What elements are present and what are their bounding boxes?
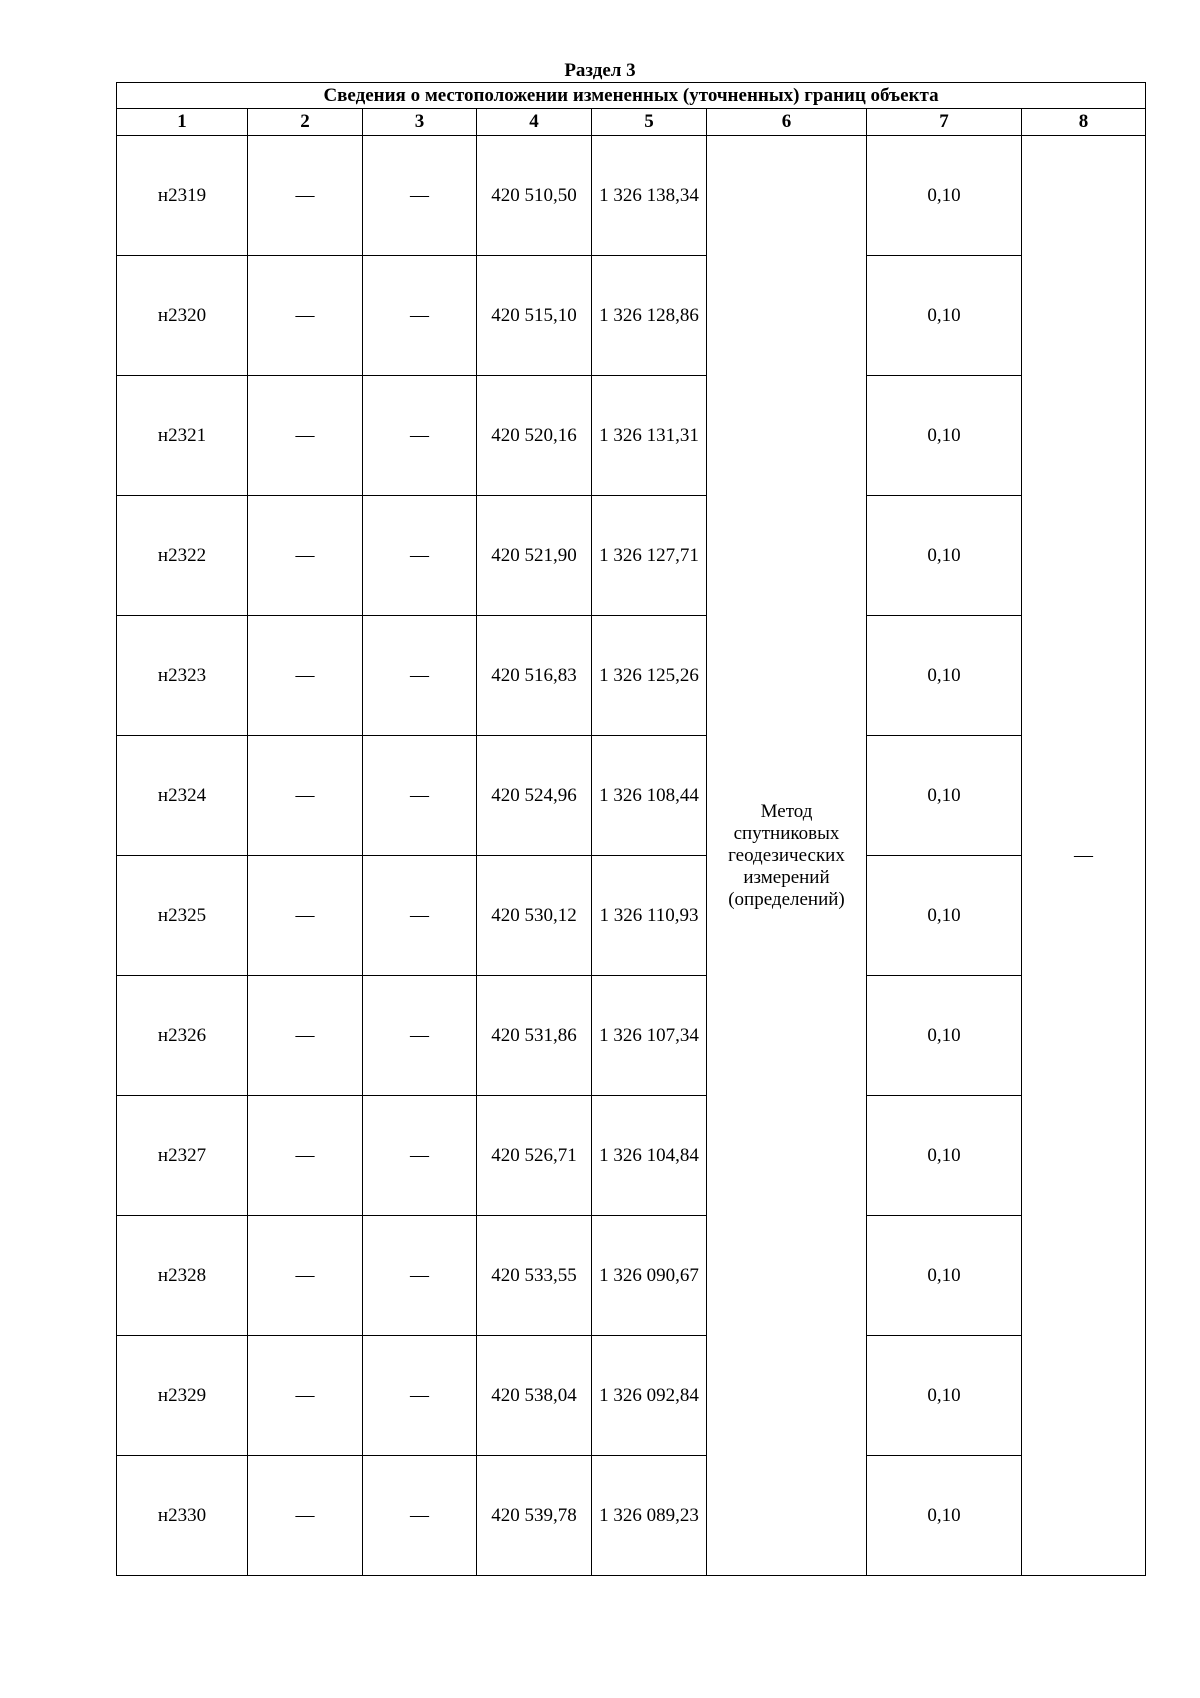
column-3-cell: — — [363, 1216, 477, 1336]
column-2-cell: — — [248, 1336, 363, 1456]
accuracy-cell: 0,10 — [867, 856, 1022, 976]
column-3-cell: — — [363, 856, 477, 976]
table-row — [117, 1336, 1146, 1456]
x-coordinate-cell: 420 539,78 — [477, 1456, 592, 1576]
table-row — [117, 976, 1146, 1096]
y-coordinate-cell: 1 326 138,34 — [592, 136, 707, 256]
method-line: спутниковых — [733, 822, 840, 844]
table-row — [117, 1216, 1146, 1336]
y-coordinate-cell: 1 326 127,71 — [592, 496, 707, 616]
method-line: геодезических — [728, 844, 845, 866]
column-2-cell: — — [248, 496, 363, 616]
column-3-cell: — — [363, 1456, 477, 1576]
y-coordinate-cell: 1 326 131,31 — [592, 376, 707, 496]
column-number: 7 — [867, 109, 1022, 136]
x-coordinate-cell: 420 510,50 — [477, 136, 592, 256]
section-title: Раздел 3 — [564, 60, 636, 81]
y-coordinate-cell: 1 326 104,84 — [592, 1096, 707, 1216]
y-coordinate-cell: 1 326 090,67 — [592, 1216, 707, 1336]
table-caption-row — [117, 83, 1146, 109]
accuracy-cell: 0,10 — [867, 1216, 1022, 1336]
column-3-cell: — — [363, 496, 477, 616]
accuracy-cell: 0,10 — [867, 736, 1022, 856]
point-id-cell: н2329 — [117, 1336, 248, 1456]
boundary-coordinates-table — [116, 82, 1146, 1576]
x-coordinate-cell: 420 526,71 — [477, 1096, 592, 1216]
point-id-cell: н2320 — [117, 256, 248, 376]
y-coordinate-cell: 1 326 089,23 — [592, 1456, 707, 1576]
point-id-cell: н2325 — [117, 856, 248, 976]
column-3-cell: — — [363, 136, 477, 256]
column-number: 5 — [592, 109, 707, 136]
point-id-cell: н2319 — [117, 136, 248, 256]
table-row — [117, 256, 1146, 376]
column-2-cell: — — [248, 1456, 363, 1576]
accuracy-cell: 0,10 — [867, 1096, 1022, 1216]
y-coordinate-cell: 1 326 125,26 — [592, 616, 707, 736]
column-2-cell: — — [248, 1096, 363, 1216]
table-caption: Сведения о местоположении измененных (уточненных) границ объекта — [117, 83, 1146, 109]
point-id-cell: н2330 — [117, 1456, 248, 1576]
column-3-cell: — — [363, 976, 477, 1096]
accuracy-cell: 0,10 — [867, 256, 1022, 376]
x-coordinate-cell: 420 521,90 — [477, 496, 592, 616]
y-coordinate-cell: 1 326 092,84 — [592, 1336, 707, 1456]
method-cell — [707, 136, 867, 1576]
accuracy-cell: 0,10 — [867, 976, 1022, 1096]
table-row — [117, 856, 1146, 976]
point-id-cell: н2322 — [117, 496, 248, 616]
table-row — [117, 496, 1146, 616]
column-3-cell: — — [363, 1336, 477, 1456]
method-line: измерений — [743, 866, 830, 888]
accuracy-cell: 0,10 — [867, 496, 1022, 616]
point-id-cell: н2324 — [117, 736, 248, 856]
x-coordinate-cell: 420 533,55 — [477, 1216, 592, 1336]
point-id-cell: н2321 — [117, 376, 248, 496]
accuracy-cell: 0,10 — [867, 1456, 1022, 1576]
column-3-cell: — — [363, 256, 477, 376]
point-id-cell: н2326 — [117, 976, 248, 1096]
table-row — [117, 736, 1146, 856]
column-number: 2 — [248, 109, 363, 136]
column-2-cell: — — [248, 736, 363, 856]
column-3-cell: — — [363, 1096, 477, 1216]
table-row — [117, 1456, 1146, 1576]
x-coordinate-cell: 420 520,16 — [477, 376, 592, 496]
x-coordinate-cell: 420 538,04 — [477, 1336, 592, 1456]
point-id-cell: н2323 — [117, 616, 248, 736]
point-id-cell: н2327 — [117, 1096, 248, 1216]
method-line: Метод — [760, 800, 813, 822]
y-coordinate-cell: 1 326 107,34 — [592, 976, 707, 1096]
table-body — [117, 136, 1146, 1576]
y-coordinate-cell: 1 326 110,93 — [592, 856, 707, 976]
y-coordinate-cell: 1 326 108,44 — [592, 736, 707, 856]
x-coordinate-cell: 420 531,86 — [477, 976, 592, 1096]
column-number: 8 — [1022, 109, 1146, 136]
column-number: 1 — [117, 109, 248, 136]
column-2-cell: — — [248, 976, 363, 1096]
table-row — [117, 136, 1146, 256]
column-2-cell: — — [248, 136, 363, 256]
column-3-cell: — — [363, 616, 477, 736]
column-number: 4 — [477, 109, 592, 136]
accuracy-cell: 0,10 — [867, 376, 1022, 496]
y-coordinate-cell: 1 326 128,86 — [592, 256, 707, 376]
table-row — [117, 376, 1146, 496]
column-2-cell: — — [248, 1216, 363, 1336]
x-coordinate-cell: 420 515,10 — [477, 256, 592, 376]
column-3-cell: — — [363, 736, 477, 856]
accuracy-cell: 0,10 — [867, 1336, 1022, 1456]
column-8-cell: — — [1022, 136, 1146, 1576]
column-2-cell: — — [248, 856, 363, 976]
column-number: 6 — [707, 109, 867, 136]
column-number-row — [117, 109, 1146, 136]
column-number: 3 — [363, 109, 477, 136]
table-row — [117, 1096, 1146, 1216]
accuracy-cell: 0,10 — [867, 136, 1022, 256]
column-2-cell: — — [248, 256, 363, 376]
table-row — [117, 616, 1146, 736]
x-coordinate-cell: 420 530,12 — [477, 856, 592, 976]
column-3-cell: — — [363, 376, 477, 496]
method-line: (определений) — [728, 888, 845, 910]
column-2-cell: — — [248, 376, 363, 496]
x-coordinate-cell: 420 524,96 — [477, 736, 592, 856]
x-coordinate-cell: 420 516,83 — [477, 616, 592, 736]
accuracy-cell: 0,10 — [867, 616, 1022, 736]
point-id-cell: н2328 — [117, 1216, 248, 1336]
column-2-cell: — — [248, 616, 363, 736]
